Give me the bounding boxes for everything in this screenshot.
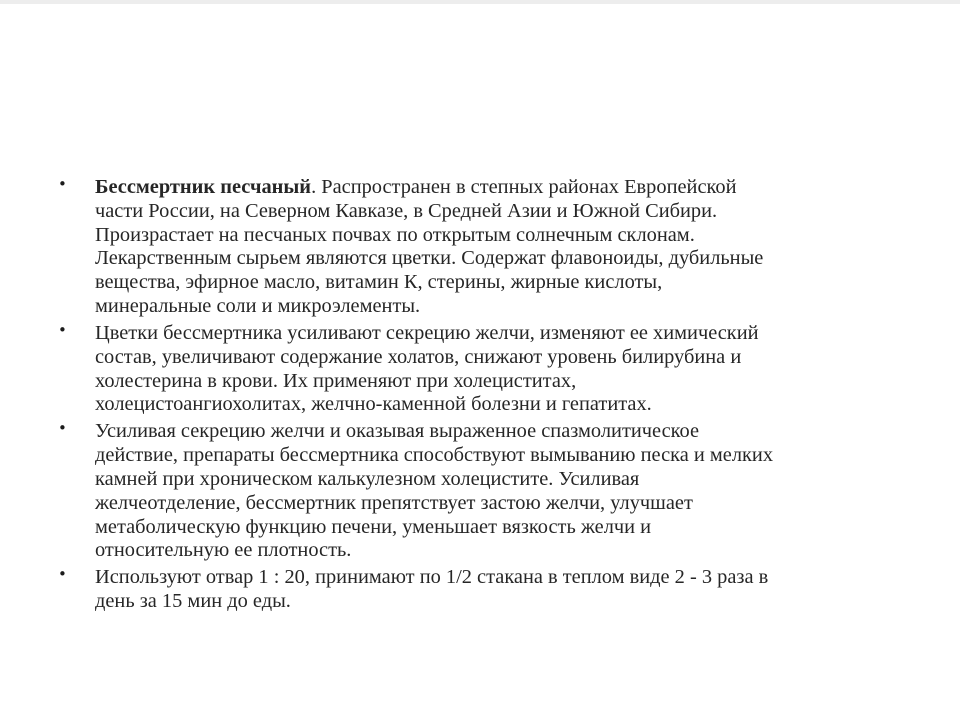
bullet-line: вещества, эфирное масло, витамин К, стерины, жирные кислоты, bbox=[95, 271, 663, 294]
bullet-line: Усиливая секрецию желчи и оказывая выраженное спазмолитическое bbox=[95, 420, 699, 443]
bullet-line: метаболическую функцию печени, уменьшает вязкость желчи и bbox=[95, 515, 652, 538]
slide-content bbox=[58, 176, 908, 617]
bullet-line: действие, препараты бессмертника способствуют вымыванию песка и мелких bbox=[95, 444, 774, 467]
bullet-line: холестерина в крови. Их применяют при холециститах, bbox=[95, 369, 577, 392]
bullet-bold-term: Бессмертник песчаный bbox=[95, 176, 312, 198]
bullet-line: желчеотделение, бессмертник препятствует застою желчи, улучшает bbox=[95, 491, 693, 514]
bullet-item bbox=[58, 322, 908, 417]
bullet-icon: • bbox=[58, 419, 67, 438]
bullet-line: состав, увеличивают содержание холатов, снижают уровень билирубина и bbox=[95, 345, 742, 368]
bullet-line: Используют отвар 1 : 20, принимают по 1/2 стакана в теплом виде 2 - 3 раза в bbox=[95, 566, 769, 589]
bullet-line: относительную ее плотность. bbox=[95, 539, 352, 562]
bullet-line: Цветки бессмертника усиливают секрецию желчи, изменяют ее химический bbox=[95, 321, 759, 344]
bullet-line: части России, на Северном Кавказе, в Средней Азии и Южной Сибири. bbox=[95, 199, 718, 222]
bullet-icon: • bbox=[58, 320, 67, 339]
bullet-line bbox=[95, 176, 908, 200]
bullet-line: Лекарственным сырьем являются цветки. Содержат флавоноиды, дубильные bbox=[95, 247, 764, 270]
bullet-item bbox=[58, 420, 908, 563]
bullet-item bbox=[58, 176, 908, 319]
bullet-line: минеральные соли и микроэлементы. bbox=[95, 294, 421, 317]
bullet-line: день за 15 мин до еды. bbox=[95, 590, 291, 613]
bullet-item bbox=[58, 566, 908, 614]
bullet-line: холецистоангиохолитах, желчно-каменной болезни и гепатитах. bbox=[95, 393, 652, 416]
bullet-icon: • bbox=[58, 175, 67, 193]
bullet-text: . Распространен в степных районах Европейской bbox=[311, 176, 737, 198]
bullet-icon: • bbox=[58, 565, 67, 584]
bullet-line: камней при хроническом калькулезном холецистите. Усиливая bbox=[95, 467, 640, 490]
bullet-line: Произрастает на песчаных почвах по открытым солнечным склонам. bbox=[95, 223, 695, 246]
